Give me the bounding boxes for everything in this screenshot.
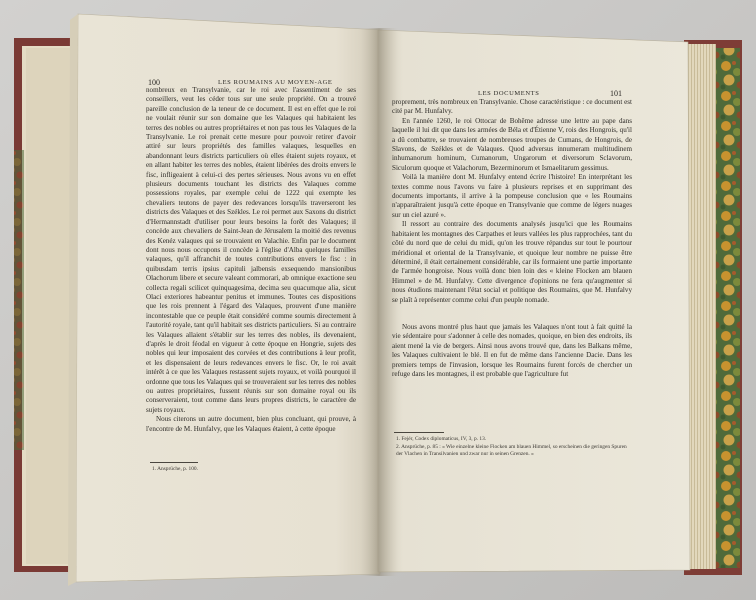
right-paragraph-3: Voilà la manière dont M. Hunfalvy entend écrire l'histoire! En interprétant les textes comme nous l'avons vu faire à plusieurs reprises et en supprimant des documents importants, il arrive à la pompeuse conclusion que « les Roumains n'apparaîtraient jusqu'à cette époque en Transylvanie que comme de légers nuages sur un ciel azuré ». (392, 173, 632, 219)
right-running-head: LES DOCUMENTS (478, 90, 540, 97)
right-footnote-rule (394, 432, 444, 433)
right-paragraph-4: Il ressort au contraire des documents analysés jusqu'ici que les Roumains habitaient les montagnes des Carpathes et leurs vallées les plus rapprochées, tant du côté du nord que de celui du midi, qu'on les trouve répandus sur tout le pourtour méridional et oriental de la Transylvanie, et quoique leur nombre ne puisse être déterminé, il était certainement considérable, car ils formaient une partie importante de l'armée hongroise. Nous voilà donc bien loin des « kleine Flocken am blauen Himmel » de M. Hunfalvy. Cette divergence d'opinions ne fera qu'augmenter si nous étudions maintenant l'état social et politique des Roumains, que M. Hunfalvy se plaît à représenter comme celui d'un peuple nomade. (392, 220, 632, 304)
left-paragraph-2: Nous citerons un autre document, bien plus concluant, qui prouve, à l'encontre de M. Hunfalvy, que les Valaques étaient, à cette époque (146, 415, 356, 433)
right-paragraph-5: Nous avons montré plus haut que jamais les Valaques n'ont tout à fait quitté la vie sédentaire pour s'adonner à celle des nomades, quoique, en bien des endroits, ils aient mené la vie de bergers. Ainsi nous avons trouvé que, dans les Balkans même, les Valaques cultivaient le blé. Il en fut de même dans l'ancienne Dacie. Dans les premiers temps de l'invasion, lorsque les Roumains furent forcés de chercher un refuge dans les montagnes, il est probable que l'agriculture fut (392, 322, 632, 378)
right-footnote-1: 1. Fejér, Codex diplomaticus, IV, 3, p. 13. (396, 436, 487, 442)
left-page-number: 100 (148, 78, 160, 87)
right-paragraph-1: proprement, très nombreux en Transylvanie. Chose caractéristique : ce document est cité par M. Hunfalvy. (392, 98, 632, 116)
left-footnote: 1. Ansprüche, p. 100. (152, 466, 198, 472)
right-footnote-2: 2. Ansprüche, p. 85 : « Wie einzelne kleine Flocken am blauen Himmel, so erscheinen die geringen Spuren der Vlachen in Transilvanien und zwar nur in seinen Grenzen. » (396, 444, 627, 457)
right-paragraph-2: En l'année 1260, le roi Ottocar de Bohême adresse une lettre au pape dans laquelle il lui dit que dans les armées de Béla et d'Étienne V, rois des Hongrois, qu'il a dû combattre, se trouvaient de nombreuses troupes de Cumans, de Hongrois, de Slavons, de Székles et de Valaques. Quod adversus innumeram multitudinem inhumanorum hominum, Cumanorum, Ungarorum et diversorum Sclavorum, Siculorum quoque et Valachorum, Bezerminorum et Ismaelitarum gessimus. (392, 116, 632, 172)
left-page-body (146, 86, 356, 434)
left-running-head: LES ROUMAINS AU MOYEN-AGE (218, 79, 333, 86)
left-paragraph-1: nombreux en Transylvanie, car le roi avec l'assentiment de ses conseillers, veut les céder tous sur une seule propriété. On a trouvé pareille conclusion de la teneur de ce document. Il est en effet que le roi ne voulait réunir sur son domaine que les Valaques qui habitaient les terres des nobles ou autres propriétaires et non pas tous les Valaques de la Transylvanie. Le roi prenait cette mesure pour pouvoir retirer d'avoir attiré sur leurs propriétés des familles valaques, lesquelles en abandonnant leurs districts particuliers où elles étaient sujets royaux, et en allant habiter les terres des nobles, étaient libérées des droits envers le fisc, infligeaient à celui-ci des pertes sérieuses. Nous avons vu en effet plusieurs documents touchant les districts des Valaques comme possessions royales, par exemple celui de 1222 qui exempte les chevaliers teutons de payer des redevances lorsqu'ils traverseront les districts des Valaques et des Székles. Le roi permet aux Saxons du district d'Hermannstadt d'utiliser pour leurs besoins la forêt des Valaques; il concède aux chevaliers de Saint-Jean de Jérusalem la moitié des revenus des Kenéz valaques qui se trouvaient en Valachie. Enfin par le document dont nous nous occupons il concède à l'église d'Alba quelques familles valaques, qu'il affranchit de toutes contributions envers le fisc : in quibusdam terris ipsius capituli jalbensis exsequendo mansionibus Olachorum libere et secure valeant commorari, ab omnique exactione seu collecta regali scilicet quinquagesima, decima seu quacumque alia, sicut Olaci exteriores habeantur penitus et immunes. Toutes ces dispositions que les rois prennent à l'égard des Valaques, prouvent d'une manière incontestable que ce peuple était considéré comme soumis directement à l'autorité royale, tant qu'il habitait ses districts particuliers. Si au contraire les Valaques allaient s'établir sur les terres des nobles, ils devenaient, d'après le droit féodal en vigueur à cette époque en Hongrie, sujets des nobles qui leur imposaient des corvées et des contributions à leur profit, et les dispensaient de leurs redevances envers le fisc. Or, le roi avait intérêt à ce que les Valaques restassent sujets royaux, et voilà pourquoi il ordonne que tous les Valaques qui se trouveraient sur les terres des nobles ou autres propriétaires, fussent réunis sur son domaine royal ou ils conserveraient, tout comme dans leurs propres districts, le caractère de sujets royaux. (146, 86, 356, 414)
right-page-number: 101 (610, 89, 622, 98)
right-page-body (392, 98, 632, 379)
left-footnote-rule (150, 462, 198, 463)
